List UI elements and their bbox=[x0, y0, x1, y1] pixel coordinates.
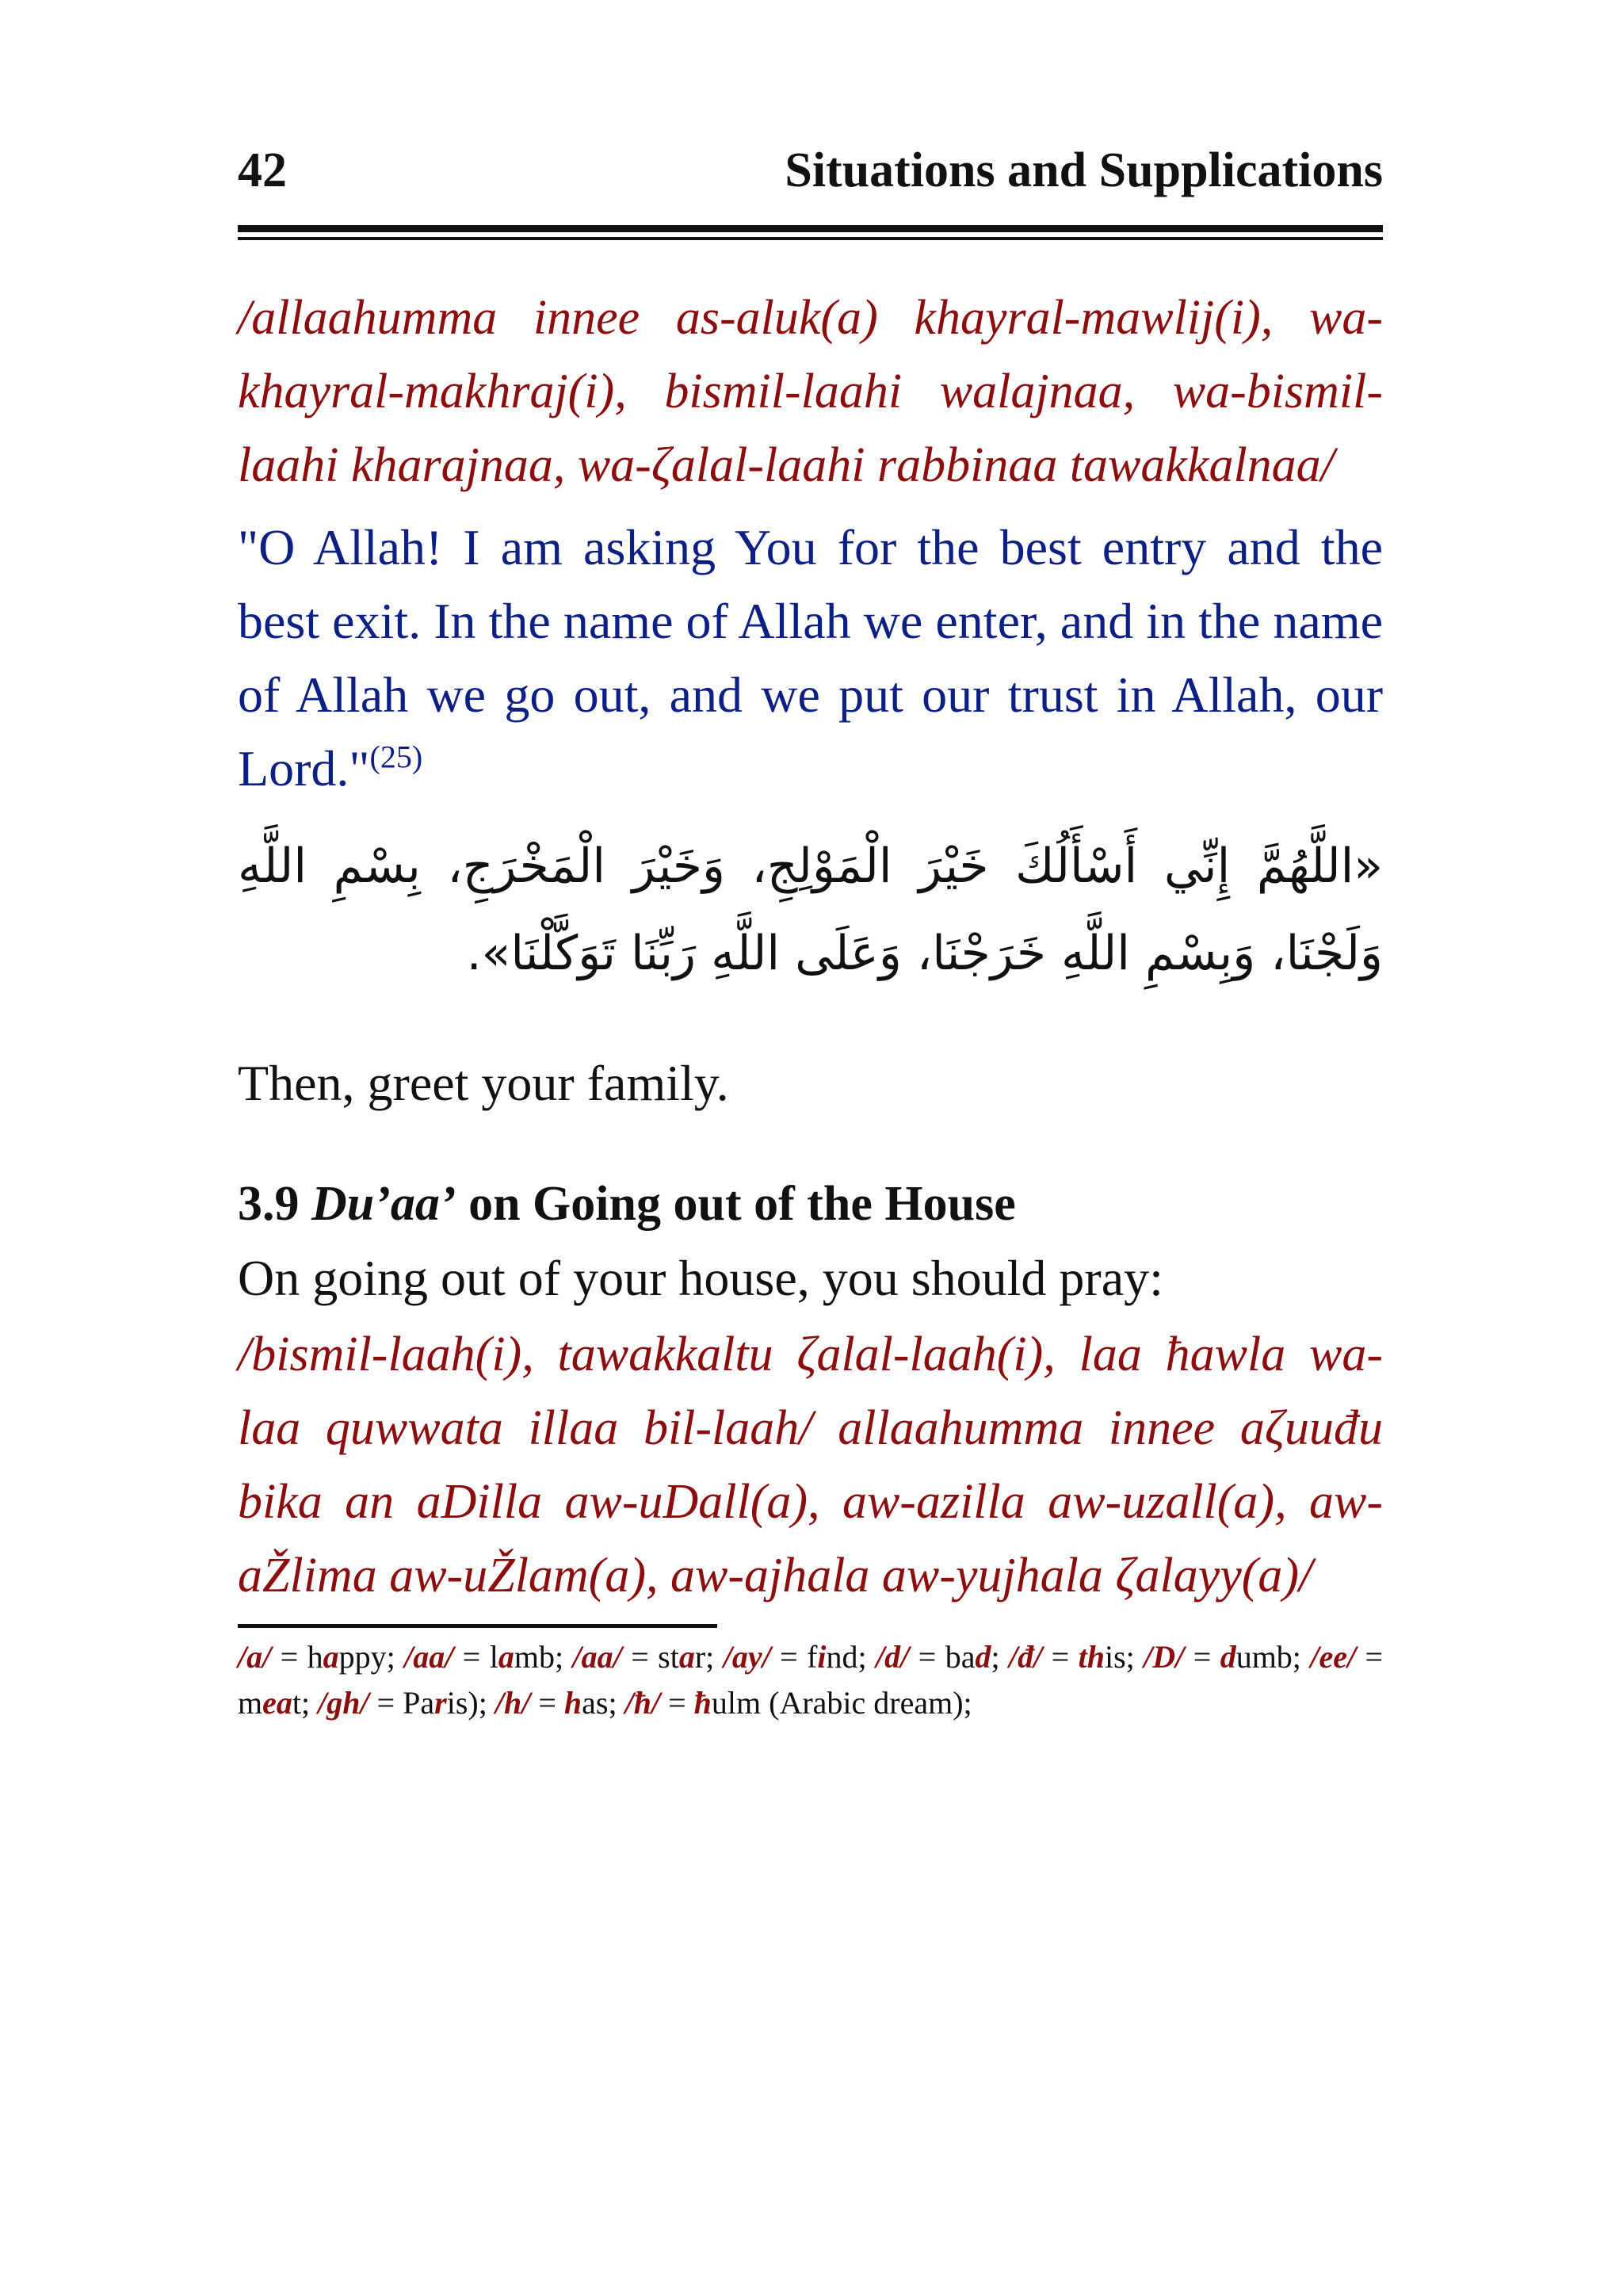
footnote-symbol: /ay/ bbox=[723, 1639, 771, 1675]
footnote-symbol: /aa/ bbox=[404, 1639, 454, 1675]
transliteration-leaving-house: /bismil-laah(i), tawakkaltu ζalal-laah(i), laa ħawla wa-laa quwwata illaa bil-laah/ allaahumma innee aζuuđu bika an aDilla aw-uDall(a), aw-azilla aw-uzall(a), aw-aŽlima aw-uŽlam(a), aw-ajhala aw-yujhala ζalayy(a)/ bbox=[238, 1328, 1383, 1603]
footnote-reference: (25) bbox=[369, 739, 423, 775]
footnote-example-pre: ba bbox=[945, 1639, 976, 1675]
footnote-rule bbox=[238, 1624, 717, 1628]
footnote-example-pre: Pa bbox=[403, 1685, 435, 1721]
running-header bbox=[238, 143, 1383, 214]
arabic-supplication-entry-exit: «اللَّهُمَّ إِنِّي أَسْأَلُكَ خَيْرَ الْمَوْلِجِ، وَخَيْرَ الْمَخْرَجِ، بِسْمِ اللَّهِ وَلَجْنَا، وَبِسْمِ اللَّهِ خَرَجْنَا، وَعَلَى اللَّهِ رَبِّنَا تَوَكَّلْنَا». bbox=[238, 839, 1383, 981]
section-intro: On going out of your house, you should pray: bbox=[238, 1250, 1163, 1306]
footnote-example-post: mb; bbox=[514, 1639, 573, 1675]
footnote-example-post: nd; bbox=[826, 1639, 876, 1675]
footnote-example-post: t; bbox=[292, 1685, 319, 1721]
running-title: Situations and Supplications bbox=[785, 143, 1383, 197]
footnote-example-highlight: ħ bbox=[693, 1685, 712, 1721]
section-number: 3.9 bbox=[238, 1177, 300, 1231]
footnote-example-post: r; bbox=[694, 1639, 724, 1675]
footnote-symbol: /h/ bbox=[495, 1685, 531, 1721]
footnote-symbol: /gh/ bbox=[318, 1685, 369, 1721]
footnote-equals: = bbox=[369, 1685, 403, 1721]
header-rule-thick bbox=[238, 225, 1383, 232]
footnote-example-pre: m bbox=[238, 1685, 263, 1721]
section-heading bbox=[238, 1167, 1383, 1241]
footnote-example-highlight: d bbox=[975, 1639, 991, 1675]
translation-entry-exit bbox=[238, 510, 1383, 805]
footnote-symbol: /đ/ bbox=[1008, 1639, 1043, 1675]
footnote-symbol: /ee/ bbox=[1310, 1639, 1357, 1675]
footnote-example-pre: l bbox=[489, 1639, 498, 1675]
footnote-example-highlight: h bbox=[563, 1685, 582, 1721]
footnote-equals: = bbox=[271, 1639, 307, 1675]
footnote-example-highlight: ea bbox=[262, 1685, 292, 1721]
translation-text: "O Allah! I am asking You for the best entry and the best exit. In the name of Allah we enter, and in the name of Allah we go out, and we put our trust in Allah, our Lord." bbox=[238, 519, 1383, 797]
footnote-equals: = bbox=[453, 1639, 490, 1675]
instruction-greet-family: Then, greet your family. bbox=[238, 1055, 729, 1111]
footnote-equals: = bbox=[1042, 1639, 1079, 1675]
footnote-symbol: /D/ bbox=[1144, 1639, 1185, 1675]
footnote-equals: = bbox=[1184, 1639, 1220, 1675]
footnote-equals: = bbox=[1356, 1639, 1384, 1675]
footnote-example-highlight: a bbox=[323, 1639, 339, 1675]
footnote-equals: = bbox=[621, 1639, 659, 1675]
footnote-example-pre: st bbox=[658, 1639, 679, 1675]
footnote-example-post: is); bbox=[446, 1685, 495, 1721]
footnote-equals: = bbox=[770, 1639, 808, 1675]
page-content bbox=[238, 143, 1383, 1726]
transliteration-key-footnote bbox=[238, 1634, 1383, 1726]
footnote-symbol: /d/ bbox=[876, 1639, 910, 1675]
section-title-rest: on Going out of the House bbox=[456, 1177, 1016, 1231]
footnote-example-highlight: d bbox=[1220, 1639, 1236, 1675]
footnote-equals: = bbox=[660, 1685, 694, 1721]
footnote-example-post: as; bbox=[582, 1685, 625, 1721]
footnote-example-pre: h bbox=[307, 1639, 323, 1675]
footnote-example-pre: f bbox=[807, 1639, 818, 1675]
transliteration-entry-exit: /allaahumma innee as-aluk(a) khayral-mawlij(i), wa-khayral-makhraj(i), bismil-laahi walajnaa, wa-bismil-laahi kharajnaa, wa-ζalal-laahi rabbinaa tawakkalnaa/ bbox=[238, 291, 1383, 492]
page-number: 42 bbox=[238, 143, 287, 197]
footnote-example-post: ppy; bbox=[338, 1639, 405, 1675]
footnote-equals: = bbox=[530, 1685, 564, 1721]
footnote-example-highlight: r bbox=[434, 1685, 447, 1721]
footnote-symbol: /ħ/ bbox=[624, 1685, 661, 1721]
footnote-symbol: /aa/ bbox=[572, 1639, 622, 1675]
footnote-example-highlight: th bbox=[1078, 1639, 1105, 1675]
footnote-example-post: umb; bbox=[1235, 1639, 1311, 1675]
section-title-italic: Du’aa’ bbox=[311, 1177, 456, 1231]
footnote-example-post: is; bbox=[1104, 1639, 1144, 1675]
header-rule-thin bbox=[238, 237, 1383, 240]
footnote-equals: = bbox=[909, 1639, 945, 1675]
footnote-symbol: /a/ bbox=[238, 1639, 272, 1675]
footnote-example-post: ; bbox=[991, 1639, 1009, 1675]
footnote-example-highlight: i bbox=[817, 1639, 827, 1675]
footnote-example-post: ulm (Arabic dream); bbox=[711, 1685, 972, 1721]
footnote-example-highlight: a bbox=[678, 1639, 695, 1675]
footnote-example-highlight: a bbox=[498, 1639, 514, 1675]
